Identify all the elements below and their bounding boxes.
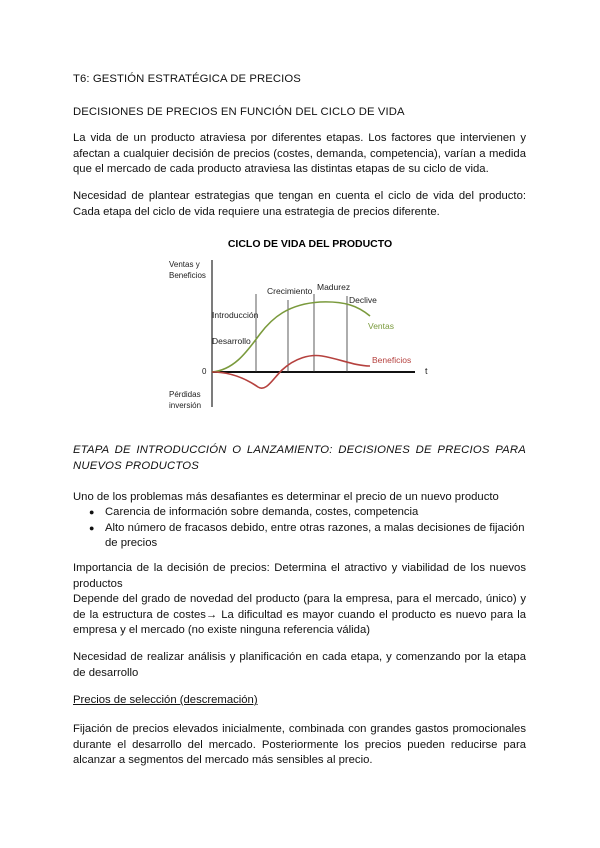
stage-label-madurez: Madurez (317, 282, 351, 292)
product-life-cycle-figure (160, 232, 440, 422)
bullet-list (73, 505, 526, 552)
stage-label-crecimiento: Crecimiento (267, 286, 313, 296)
paragraph-novedad: Depende del grado de novedad del producto (para la empresa, para el mercado, único) y de la estructura de costes→ La dificultad es mayor cuando el producto es nuevo para la empresa y el mercado (no existe ninguna referencia válida) (73, 593, 526, 636)
section-heading-ciclo-vida: DECISIONES DE PRECIOS EN FUNCIÓN DEL CICLO DE VIDA (73, 106, 405, 118)
y-label-perdidas: Pérdidas (169, 390, 201, 399)
y-label-ventas: Ventas y (169, 260, 200, 269)
series-label-ventas: Ventas (368, 321, 394, 331)
t-axis-label: t (425, 366, 428, 376)
document-title: T6: GESTIÓN ESTRATÉGICA DE PRECIOS (73, 73, 301, 85)
figure-title: CICLO DE VIDA DEL PRODUCTO (227, 238, 393, 250)
paragraph-analisis: Necesidad de realizar análisis y planificación en cada etapa, y comenzando por la etapa de desarrollo (73, 651, 526, 679)
paragraph-problemas: Uno de los problemas más desafiantes es determinar el precio de un nuevo producto (73, 491, 499, 503)
paragraph-importancia: Importancia de la decisión de precios: Determina el atractivo y viabilidad de los nuevos productos (73, 562, 526, 590)
paragraph-vida-producto: La vida de un producto atraviesa por diferentes etapas. Los factores que intervienen y afectan a cualquier decisión de precios (costes, demanda, competencia), varían a medida que el mercado de cada producto atraviesa las distintas etapas de su ciclo de vida. (73, 132, 526, 175)
paragraph-fijacion: Fijación de precios elevados inicialmente, combinada con grandes gastos promocionales durante el desarrollo del mercado. Posteriormente los precios pueden reducirse para alcanzar a segmentos del mercado más sensibles al precio. (73, 723, 526, 766)
series-label-beneficios: Beneficios (372, 355, 412, 365)
list-item: ● Alto número de fracasos debido, entre otras razones, a malas decisiones de fijación de precios (73, 521, 526, 552)
paragraph-estrategias: Necesidad de plantear estrategias que tengan en cuenta el ciclo de vida del producto: Cada etapa del ciclo de vida requiere una estrategia de precios diferente. (73, 190, 526, 218)
subheading-precios-seleccion: Precios de selección (descremación) (73, 694, 258, 706)
stage-label-introduccion: Introducción (212, 310, 259, 320)
list-item: ● Carencia de información sobre demanda, costes, competencia (73, 505, 526, 521)
section-heading-introduccion: ETAPA DE INTRODUCCIÓN O LANZAMIENTO: DECISIONES DE PRECIOS PARA NUEVOS PRODUCTOS (73, 444, 526, 472)
y-label-beneficios: Beneficios (169, 271, 206, 280)
stage-label-declive: Declive (349, 295, 377, 305)
zero-label: 0 (202, 367, 207, 376)
stage-label-desarrollo: Desarrollo (212, 336, 251, 346)
y-label-inversion: inversión (169, 401, 202, 410)
